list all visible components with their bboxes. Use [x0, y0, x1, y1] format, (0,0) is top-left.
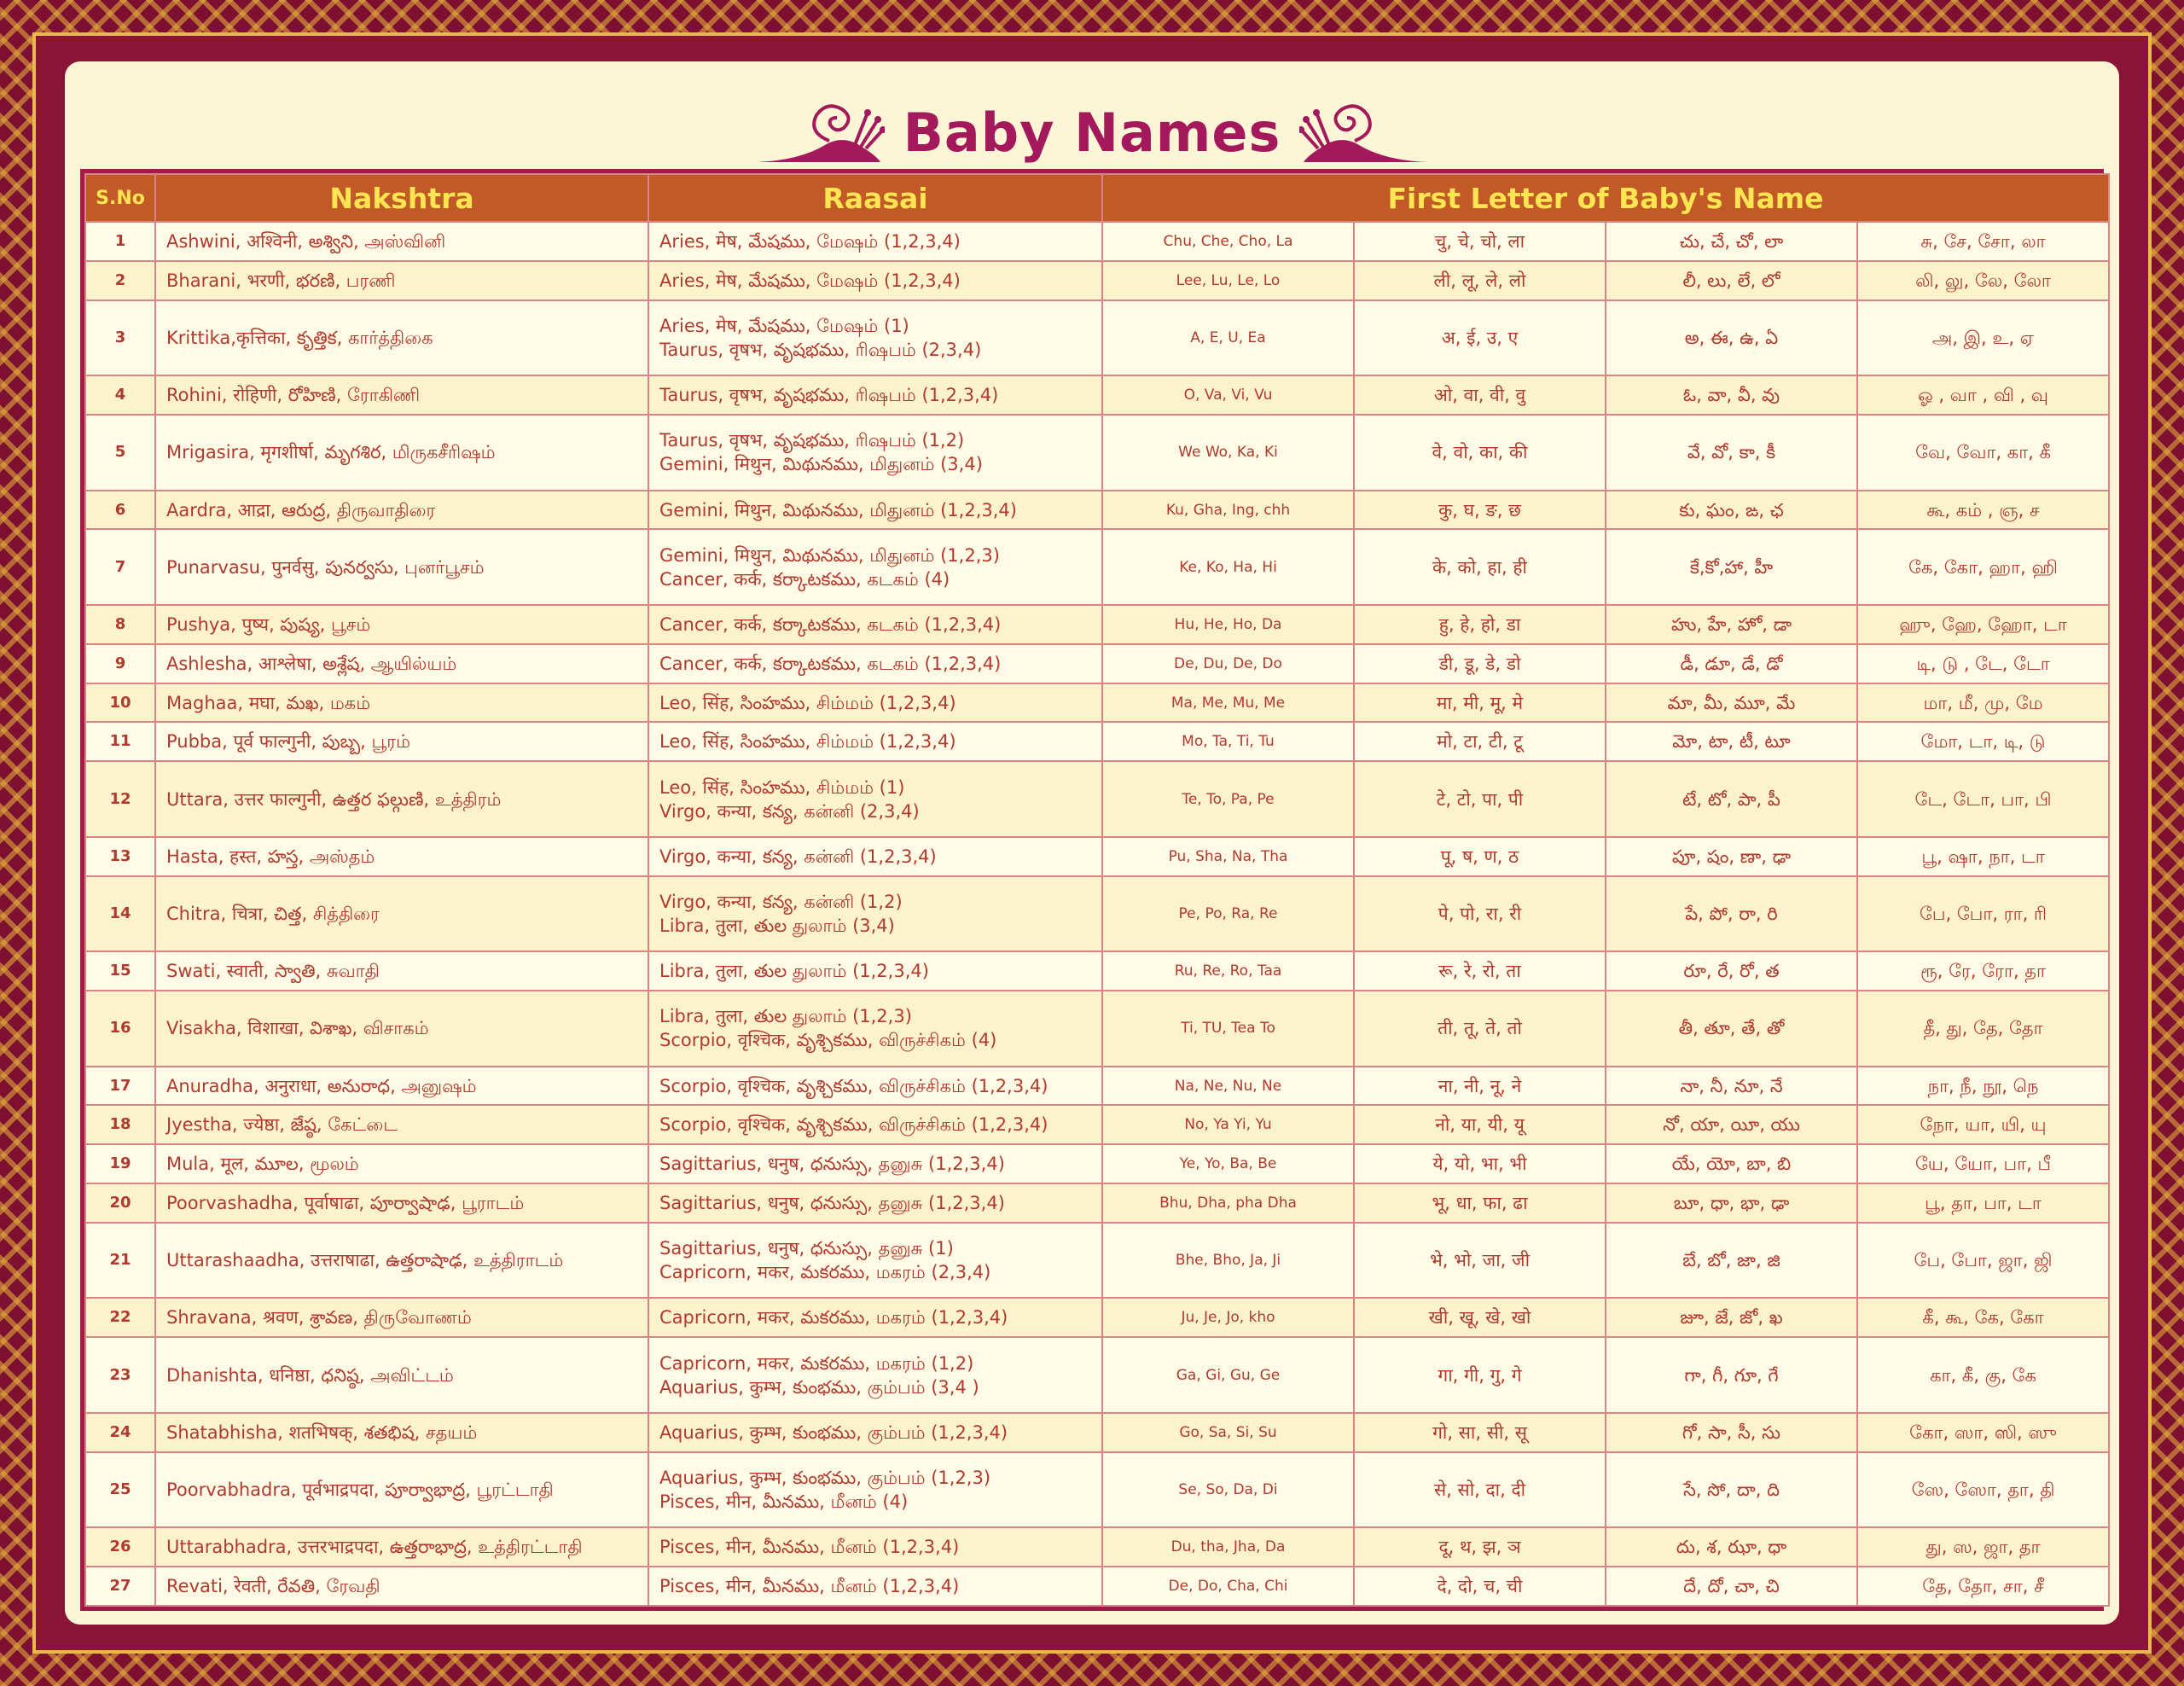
cell-nakshatra: Punarvasu, पुनर्वसु, పునర్వసు, புனர்பூசம் [155, 529, 648, 605]
cell-letters-tamil: டே, டோ, பா, பி [1857, 761, 2109, 837]
cell-letters-hindi: वे, वो, का, की [1354, 415, 1606, 491]
cell-nakshatra: Dhanishta, धनिष्ठा, ధనిష్ఠ, அவிட்டம் [155, 1337, 648, 1413]
cell-letters-hindi: ती, तू, ते, तो [1354, 991, 1606, 1067]
cell-sno: 6 [85, 491, 155, 530]
cell-sno: 2 [85, 261, 155, 300]
cell-letters-telugu: దే, దో, చా, చి [1606, 1567, 1857, 1606]
cell-letters-telugu: జూ, జే, జో, ఖ [1606, 1298, 1857, 1337]
cell-letters-telugu: పూ, షం, ణా, ఢా [1606, 837, 1857, 876]
raasi-line: Scorpio, वृश्चिक, వృశ్చికము, விருச்சிகம் (4) [659, 1030, 997, 1051]
cell-raasi [648, 605, 1102, 644]
cell-letters-telugu: గో, సా, సీ, సు [1606, 1413, 1857, 1452]
cell-letters-tamil: நோ, யா, யி, யு [1857, 1105, 2109, 1144]
cell-sno: 24 [85, 1413, 155, 1452]
cell-letters-tamil: ரூ, ரே, ரோ, தா [1857, 951, 2109, 991]
cell-letters-hindi: टे, टो, पा, पी [1354, 761, 1606, 837]
cell-letters-english: De, Do, Cha, Chi [1102, 1567, 1354, 1606]
header-nakshatra: Nakshtra [155, 174, 648, 222]
cell-letters-hindi: पू, ष, ण, ठ [1354, 837, 1606, 876]
cell-letters-english: We Wo, Ka, Ki [1102, 415, 1354, 491]
cell-nakshatra: Ashwini, अश्विनी, అశ్విని, அஸ்வினி [155, 222, 648, 261]
raasi-line: Cancer, कर्क, కర్కాటకము, கடகம் (1,2,3,4) [659, 653, 1002, 674]
raasi-line: Aquarius, कुम्भ, కుంభము, கும்பம் (3,4 ) [659, 1376, 979, 1398]
raasi-line: Aquarius, कुम्भ, కుంభము, கும்பம் (1,2,3) [659, 1467, 991, 1488]
cell-sno: 23 [85, 1337, 155, 1413]
table-row [85, 683, 2109, 723]
table-row [85, 644, 2109, 683]
raasi-line: Gemini, मिथुन, మిథునము, மிதுனம் (1,2,3,4) [659, 499, 1017, 520]
cell-letters-english: O, Va, Vi, Vu [1102, 375, 1354, 415]
table-row [85, 1567, 2109, 1606]
table-row [85, 491, 2109, 530]
cell-letters-telugu: కే,కో,హా, హీ [1606, 529, 1857, 605]
raasi-line: Pisces, मीन, మీనము, மீனம் (4) [659, 1491, 909, 1512]
cell-sno: 22 [85, 1298, 155, 1337]
raasi-line: Pisces, मीन, మీనము, மீனம் (1,2,3,4) [659, 1537, 960, 1558]
cell-letters-telugu: రూ, రే, రో, త [1606, 951, 1857, 991]
header-first-letter: First Letter of Baby's Name [1102, 174, 2109, 222]
cell-letters-english: Se, So, Da, Di [1102, 1452, 1354, 1528]
cell-sno: 1 [85, 222, 155, 261]
cell-letters-tamil: ஸே, ஸோ, தா, தி [1857, 1452, 2109, 1528]
cell-letters-tamil: கே, கோ, ஹா, ஹி [1857, 529, 2109, 605]
cell-nakshatra: Mula, मूल, మూల, மூலம் [155, 1144, 648, 1183]
raasi-line: Pisces, मीन, మీనము, மீனம் (1,2,3,4) [659, 1576, 960, 1596]
cell-letters-tamil: து, ஸ, ஜா, தா [1857, 1527, 2109, 1567]
cell-sno: 5 [85, 415, 155, 491]
cell-letters-telugu: మా, మీ, మూ, మే [1606, 683, 1857, 723]
cell-nakshatra: Rohini, रोहिणी, రోహిణి, ரோகிணி [155, 375, 648, 415]
cell-letters-telugu: గా, గీ, గూ, గే [1606, 1337, 1857, 1413]
baby-names-table-container [80, 169, 2104, 1611]
cell-letters-tamil: நா, நீ, நூ, நெ [1857, 1067, 2109, 1106]
table-row [85, 300, 2109, 376]
cell-letters-telugu: మో, టా, టీ, టూ [1606, 722, 1857, 761]
cell-raasi [648, 1105, 1102, 1144]
raasi-line: Libra, तुला, తుల துலாம் (1,2,3,4) [659, 961, 929, 982]
cell-letters-telugu: డీ, డూ, డే, డో [1606, 644, 1857, 683]
cell-letters-english: Ti, TU, Tea To [1102, 991, 1354, 1067]
cell-sno: 21 [85, 1223, 155, 1299]
cell-raasi [648, 491, 1102, 530]
cell-letters-hindi: चु, चे, चो, ला [1354, 222, 1606, 261]
cell-letters-tamil: பூ, ஷா, நா, டா [1857, 837, 2109, 876]
cell-raasi [648, 876, 1102, 952]
table-row [85, 837, 2109, 876]
cell-letters-tamil: யே, யோ, பா, பீ [1857, 1144, 2109, 1183]
cell-letters-hindi: पे, पो, रा, री [1354, 876, 1606, 952]
cell-letters-telugu: నో, యా, యీ, యు [1606, 1105, 1857, 1144]
cell-letters-english: Lee, Lu, Le, Lo [1102, 261, 1354, 300]
cell-letters-english: Bhe, Bho, Ja, Ji [1102, 1223, 1354, 1299]
cell-letters-hindi: मा, मी, मू, मे [1354, 683, 1606, 723]
cell-letters-english: Mo, Ta, Ti, Tu [1102, 722, 1354, 761]
cell-letters-tamil: பே, போ, ஜா, ஜி [1857, 1223, 2109, 1299]
table-row [85, 605, 2109, 644]
cell-raasi [648, 722, 1102, 761]
cell-raasi [648, 1183, 1102, 1223]
cell-letters-english: Pe, Po, Ra, Re [1102, 876, 1354, 952]
cell-letters-hindi: गा, गी, गु, गे [1354, 1337, 1606, 1413]
cell-letters-hindi: भू, धा, फा, ढा [1354, 1183, 1606, 1223]
cell-sno: 7 [85, 529, 155, 605]
cell-letters-telugu: లీ, లు, లే, లో [1606, 261, 1857, 300]
cell-raasi [648, 991, 1102, 1067]
cell-nakshatra: Shravana, श्रवण, శ్రావణ, திருவோணம் [155, 1298, 648, 1337]
table-row [85, 991, 2109, 1067]
cell-letters-tamil: வே, வோ, கா, கீ [1857, 415, 2109, 491]
cell-sno: 12 [85, 761, 155, 837]
cell-nakshatra: Revati, रेवती, రేవతి, ரேவதி [155, 1567, 648, 1606]
cell-raasi [648, 951, 1102, 991]
content-panel [65, 61, 2119, 1625]
cell-letters-tamil: தீ, து, தே, தோ [1857, 991, 2109, 1067]
cell-letters-telugu: అ, ఈ, ఉ, ఏ [1606, 300, 1857, 376]
raasi-line: Sagittarius, धनुष, ధనుస్సు, தனுசு (1,2,3,4) [659, 1192, 1005, 1213]
cell-nakshatra: Krittika,कृत्तिका, కృత్తిక, கார்த்திகை [155, 300, 648, 376]
cell-letters-hindi: ये, यो, भा, भी [1354, 1144, 1606, 1183]
raasi-line: Scorpio, वृश्चिक, వృశ్చికము, விருச்சிகம் (1,2,3,4) [659, 1075, 1048, 1096]
cell-letters-hindi: भे, भो, जा, जी [1354, 1223, 1606, 1299]
baby-names-table [84, 173, 2110, 1607]
cell-letters-telugu: పే, పో, రా, రి [1606, 876, 1857, 952]
cell-nakshatra: Anuradha, अनुराधा, అనురాధ, அனுஷம் [155, 1067, 648, 1106]
flourish-right-icon [1299, 94, 1436, 171]
cell-letters-telugu: బూ, ధా, భా, ఢా [1606, 1183, 1857, 1223]
raasi-line: Capricorn, मकर, మకరము, மகரம் (2,3,4) [659, 1262, 991, 1283]
cell-raasi [648, 300, 1102, 376]
cell-nakshatra: Poorvabhadra, पूर्वभाद्रपदा, పూర్వాభాద్ర, பூரட்டாதி [155, 1452, 648, 1528]
table-row [85, 261, 2109, 300]
cell-nakshatra: Hasta, हस्त, హస్త, அஸ்தம் [155, 837, 648, 876]
raasi-line: Libra, तुला, తుల துலாம் (3,4) [659, 915, 895, 936]
cell-letters-tamil: மோ, டா, டி, டு [1857, 722, 2109, 761]
cell-letters-telugu: వే, వో, కా, కీ [1606, 415, 1857, 491]
cell-letters-telugu: చు, చే, చో, లా [1606, 222, 1857, 261]
raasi-line: Virgo, कन्या, కన్య, கன்னி (2,3,4) [659, 800, 920, 822]
table-row [85, 1105, 2109, 1144]
raasi-line: Gemini, मिथुन, మిథునము, மிதுனம் (1,2,3) [659, 544, 1000, 566]
raasi-line: Leo, सिंह, సింహము, சிம்மம் (1,2,3,4) [659, 692, 956, 713]
cell-raasi [648, 1067, 1102, 1106]
cell-letters-hindi: ओ, वा, वी, वु [1354, 375, 1606, 415]
cell-sno: 18 [85, 1105, 155, 1144]
cell-letters-tamil: கூ, கம் , ஞ, ச [1857, 491, 2109, 530]
cell-sno: 9 [85, 644, 155, 683]
cell-raasi [648, 1337, 1102, 1413]
table-row [85, 1144, 2109, 1183]
raasi-line: Sagittarius, धनुष, ధనుస్సు, தனுசு (1) [659, 1238, 954, 1259]
cell-letters-english: Bhu, Dha, pha Dha [1102, 1183, 1354, 1223]
raasi-line: Aries, मेष, మేషము, மேஷம் (1) [659, 315, 909, 336]
cell-letters-hindi: कु, घ, ङ, छ [1354, 491, 1606, 530]
raasi-line: Cancer, कर्क, కర్కాటకము, கடகம் (4) [659, 568, 950, 590]
cell-letters-hindi: रू, रे, रो, ता [1354, 951, 1606, 991]
raasi-line: Aries, मेष, మేషము, மேஷம் (1,2,3,4) [659, 230, 961, 252]
raasi-line: Scorpio, वृश्चिक, వృశ్చికము, விருச்சிகம் (1,2,3,4) [659, 1114, 1048, 1136]
cell-nakshatra: Maghaa, मघा, మఖ, மகம் [155, 683, 648, 723]
cell-raasi [648, 1144, 1102, 1183]
table-row [85, 1298, 2109, 1337]
cell-nakshatra: Uttarabhadra, उत्तरभाद्रपदा, ఉత్తరాభాద్ర, உத்திரட்டாதி [155, 1527, 648, 1567]
cell-letters-telugu: నా, నీ, నూ, నే [1606, 1067, 1857, 1106]
cell-nakshatra: Shatabhisha, शतभिषक्, శతభిష, சதயம் [155, 1413, 648, 1452]
cell-nakshatra: Visakha, विशाखा, విశాఖ, விசாகம் [155, 991, 648, 1067]
cell-letters-english: De, Du, De, Do [1102, 644, 1354, 683]
cell-raasi [648, 1452, 1102, 1528]
cell-letters-hindi: ली, लू, ले, लो [1354, 261, 1606, 300]
raasi-line: Capricorn, मकर, మకరము, மகரம் (1,2) [659, 1352, 974, 1374]
cell-letters-tamil: பே, போ, ரா, ரி [1857, 876, 2109, 952]
raasi-line: Virgo, कन्या, కన్య, கன்னி (1,2,3,4) [659, 846, 937, 867]
header-raasi: Raasai [648, 174, 1102, 222]
cell-sno: 3 [85, 300, 155, 376]
cell-letters-telugu: బే, బో, జా, జి [1606, 1223, 1857, 1299]
cell-raasi [648, 261, 1102, 300]
cell-letters-telugu: యే, యో, బా, బి [1606, 1144, 1857, 1183]
raasi-line: Sagittarius, धनुष, ధనుస్సు, தனுசு (1,2,3,4) [659, 1154, 1005, 1175]
cell-sno: 13 [85, 837, 155, 876]
cell-sno: 16 [85, 991, 155, 1067]
table-body [85, 222, 2109, 1606]
cell-letters-telugu: సే, సో, దా, ది [1606, 1452, 1857, 1528]
cell-letters-english: Ju, Je, Jo, kho [1102, 1298, 1354, 1337]
cell-letters-english: Chu, Che, Cho, La [1102, 222, 1354, 261]
raasi-line: Aries, मेष, మేషము, மேஷம் (1,2,3,4) [659, 270, 961, 291]
cell-raasi [648, 222, 1102, 261]
cell-letters-hindi: अ, ई, उ, ए [1354, 300, 1606, 376]
cell-letters-english: Go, Sa, Si, Su [1102, 1413, 1354, 1452]
raasi-line: Libra, तुला, తుల துலாம் (1,2,3) [659, 1006, 912, 1027]
cell-sno: 27 [85, 1567, 155, 1606]
raasi-line: Cancer, कर्क, కర్కాటకము, கடகம் (1,2,3,4) [659, 613, 1002, 635]
cell-letters-tamil: ஓ , வா , வி , வு [1857, 375, 2109, 415]
cell-raasi [648, 837, 1102, 876]
table-row [85, 1413, 2109, 1452]
cell-nakshatra: Aardra, आद्रा, ఆరుద్ర, திருவாதிரை [155, 491, 648, 530]
cell-nakshatra: Uttara, उत्तर फाल्गुनी, ఉత్తర ఫల్గుణి, உத்திரம் [155, 761, 648, 837]
raasi-line: Virgo, कन्या, కన్య, கன்னி (1,2) [659, 891, 903, 912]
cell-letters-english: Hu, He, Ho, Da [1102, 605, 1354, 644]
cell-raasi [648, 529, 1102, 605]
cell-letters-english: Na, Ne, Nu, Ne [1102, 1067, 1354, 1106]
cell-raasi [648, 1298, 1102, 1337]
header-sno: S.No [85, 174, 155, 222]
raasi-line: Taurus, वृषभ, వృషభము, ரிஷபம் (1,2,3,4) [659, 385, 999, 406]
cell-sno: 26 [85, 1527, 155, 1567]
cell-letters-telugu: తీ, తూ, తే, తో [1606, 991, 1857, 1067]
table-row [85, 1067, 2109, 1106]
cell-sno: 19 [85, 1144, 155, 1183]
table-row [85, 876, 2109, 952]
cell-letters-hindi: ना, नी, नू, ने [1354, 1067, 1606, 1106]
cell-nakshatra: Pubba, पूर्व फाल्गुनी, పుబ్బ, பூரம் [155, 722, 648, 761]
cell-raasi [648, 761, 1102, 837]
cell-letters-hindi: मो, टा, टी, टू [1354, 722, 1606, 761]
cell-raasi [648, 644, 1102, 683]
cell-sno: 8 [85, 605, 155, 644]
cell-sno: 14 [85, 876, 155, 952]
cell-letters-hindi: हु, हे, हो, डा [1354, 605, 1606, 644]
raasi-line: Aquarius, कुम्भ, కుంభము, கும்பம் (1,2,3,4) [659, 1421, 1008, 1443]
raasi-line: Leo, सिंह, సింహము, சிம்மம் (1) [659, 776, 905, 798]
cell-raasi [648, 415, 1102, 491]
table-row [85, 415, 2109, 491]
cell-letters-hindi: डी, डू, डे, डो [1354, 644, 1606, 683]
cell-letters-telugu: ఓ, వా, వీ, వు [1606, 375, 1857, 415]
page-title: Baby Names [903, 101, 1281, 164]
cell-letters-telugu: కు, ఘం, ఙ, ఛ [1606, 491, 1857, 530]
cell-letters-tamil: கீ, கூ, கே, கோ [1857, 1298, 2109, 1337]
cell-letters-hindi: के, को, हा, ही [1354, 529, 1606, 605]
cell-raasi [648, 375, 1102, 415]
table-row [85, 222, 2109, 261]
cell-letters-english: No, Ya Yi, Yu [1102, 1105, 1354, 1144]
cell-letters-tamil: மா, மீ, மு, மே [1857, 683, 2109, 723]
cell-nakshatra: Mrigasira, मृगशीर्षा, మృగశిర, மிருகசீரிஷம் [155, 415, 648, 491]
cell-letters-hindi: खी, खू, खे, खो [1354, 1298, 1606, 1337]
cell-letters-tamil: கா, கீ, கு, கே [1857, 1337, 2109, 1413]
cell-letters-hindi: गो, सा, सी, सू [1354, 1413, 1606, 1452]
table-row [85, 375, 2109, 415]
cell-raasi [648, 683, 1102, 723]
table-row [85, 1337, 2109, 1413]
table-row [85, 761, 2109, 837]
cell-letters-tamil: கோ, ஸா, ஸி, ஸு [1857, 1413, 2109, 1452]
cell-letters-telugu: టే, టో, పా, పీ [1606, 761, 1857, 837]
raasi-line: Leo, सिंह, సింహము, சிம்மம் (1,2,3,4) [659, 731, 956, 753]
cell-letters-tamil: ஹு, ஹே, ஹோ, டா [1857, 605, 2109, 644]
cell-letters-english: Ye, Yo, Ba, Be [1102, 1144, 1354, 1183]
cell-letters-hindi: नो, या, यी, यू [1354, 1105, 1606, 1144]
cell-letters-tamil: பூ, தா, பா, டா [1857, 1183, 2109, 1223]
cell-sno: 25 [85, 1452, 155, 1528]
cell-sno: 4 [85, 375, 155, 415]
cell-raasi [648, 1567, 1102, 1606]
cell-letters-english: Ku, Gha, Ing, chh [1102, 491, 1354, 530]
cell-letters-tamil: சு, சே, சோ, லா [1857, 222, 2109, 261]
cell-letters-english: Pu, Sha, Na, Tha [1102, 837, 1354, 876]
cell-raasi [648, 1527, 1102, 1567]
cell-nakshatra: Bharani, भरणी, భరణి, பரணி [155, 261, 648, 300]
table-row [85, 1183, 2109, 1223]
table-row [85, 722, 2109, 761]
table-row [85, 951, 2109, 991]
cell-nakshatra: Jyestha, ज्येष्ठा, జేష్ఠ, கேட்டை [155, 1105, 648, 1144]
cell-letters-english: A, E, U, Ea [1102, 300, 1354, 376]
cell-raasi [648, 1223, 1102, 1299]
raasi-line: Taurus, वृषभ, వృషభము, ரிஷபம் (2,3,4) [659, 339, 982, 360]
cell-letters-hindi: से, सो, दा, दी [1354, 1452, 1606, 1528]
cell-letters-hindi: दे, दो, च, ची [1354, 1567, 1606, 1606]
raasi-line: Gemini, मिथुन, మిథునము, மிதுனம் (3,4) [659, 454, 983, 475]
cell-letters-tamil: டி, டு , டே, டோ [1857, 644, 2109, 683]
cell-nakshatra: Swati, स्वाती, స్వాతి, சுவாதி [155, 951, 648, 991]
cell-letters-english: Ru, Re, Ro, Taa [1102, 951, 1354, 991]
cell-nakshatra: Chitra, चित्रा, చిత్త, சித்திரை [155, 876, 648, 952]
flourish-left-icon [748, 94, 885, 171]
cell-letters-telugu: హు, హే, హో, డా [1606, 605, 1857, 644]
cell-letters-english: Te, To, Pa, Pe [1102, 761, 1354, 837]
cell-letters-tamil: தே, தோ, சா, சீ [1857, 1567, 2109, 1606]
table-row [85, 529, 2109, 605]
table-header-row [85, 174, 2109, 222]
table-row [85, 1452, 2109, 1528]
cell-letters-english: Ma, Me, Mu, Me [1102, 683, 1354, 723]
raasi-line: Taurus, वृषभ, వృషభము, ரிஷபம் (1,2) [659, 430, 965, 451]
cell-sno: 10 [85, 683, 155, 723]
cell-letters-english: Du, tha, Jha, Da [1102, 1527, 1354, 1567]
cell-letters-english: Ga, Gi, Gu, Ge [1102, 1337, 1354, 1413]
cell-nakshatra: Poorvashadha, पूर्वाषाढा, పూర్వాషాఢ, பூராடம் [155, 1183, 648, 1223]
cell-sno: 15 [85, 951, 155, 991]
table-row [85, 1527, 2109, 1567]
cell-nakshatra: Pushya, पुष्य, పుష్య, பூசம் [155, 605, 648, 644]
cell-letters-tamil: அ, இ, உ, ஏ [1857, 300, 2109, 376]
cell-sno: 20 [85, 1183, 155, 1223]
cell-letters-hindi: दू, थ, झ, ञ [1354, 1527, 1606, 1567]
cell-letters-telugu: దు, శ, ఝా, ధా [1606, 1527, 1857, 1567]
cell-nakshatra: Uttarashaadha, उत्तराषाढा, ఉత్తరాషాఢ, உத்திராடம் [155, 1223, 648, 1299]
cell-nakshatra: Ashlesha, आश्लेषा, అశ్లేష, ஆயில்யம் [155, 644, 648, 683]
cell-letters-english: Ke, Ko, Ha, Hi [1102, 529, 1354, 605]
cell-raasi [648, 1413, 1102, 1452]
cell-sno: 17 [85, 1067, 155, 1106]
cell-letters-tamil: லி, லு, லே, லோ [1857, 261, 2109, 300]
raasi-line: Capricorn, मकर, మకరము, மகரம் (1,2,3,4) [659, 1307, 1008, 1328]
table-row [85, 1223, 2109, 1299]
cell-sno: 11 [85, 722, 155, 761]
